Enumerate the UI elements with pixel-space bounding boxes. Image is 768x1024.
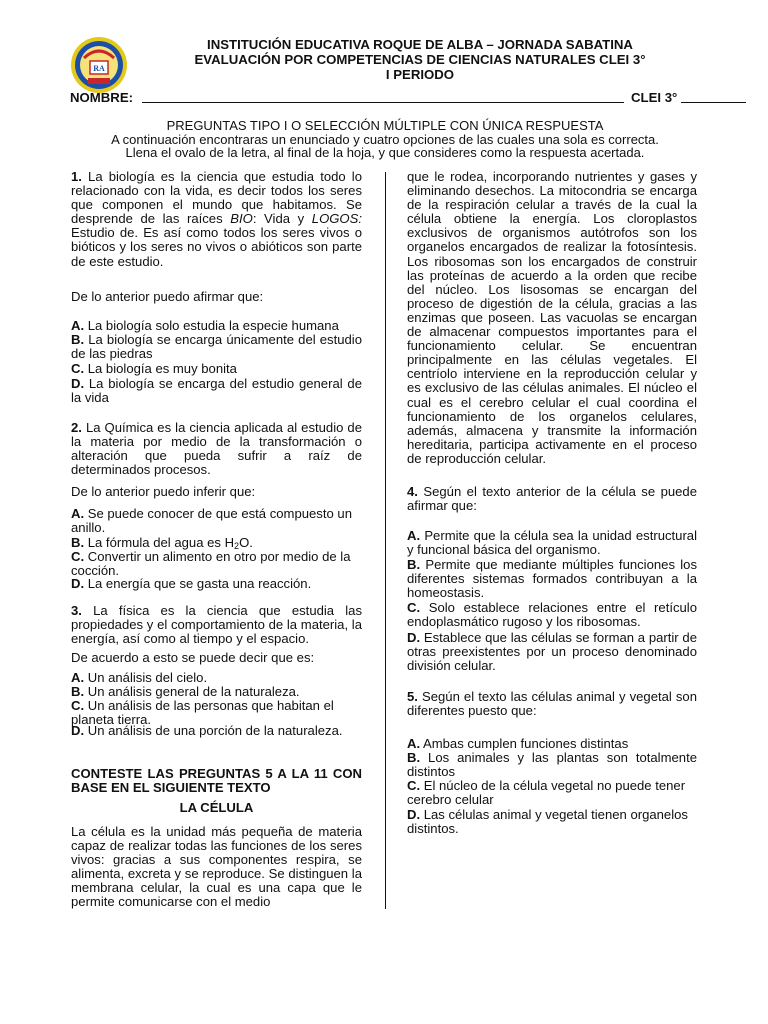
section-title: LA CÉLULA [179,800,254,815]
question-1-option-b[interactable]: B. La biología se encarga únicamente del estudio de las piedras [71,332,362,362]
question-2-prompt: De lo anterior puedo inferir que: [71,484,256,499]
header-evaluation: EVALUACIÓN POR COMPETENCIAS DE CIENCIAS NATURALES CLEI 3° [194,52,646,67]
question-4-option-c[interactable]: C. Solo establece relaciones entre el retículo endoplasmático rugoso y los ribosomas. [407,600,697,630]
question-2-option-d[interactable]: D. La energía que se gasta una reacción. [71,576,312,591]
question-4-option-b[interactable]: B. Permite que mediante múltiples funciones los diferentes sistemas formados contribuyan a la homeostasis. [407,557,697,601]
question-1-option-c[interactable]: C. La biología es muy bonita [71,361,237,376]
question-2-option-b[interactable]: B. La fórmula del agua es $H_2O$. [71,535,253,551]
question-1-prompt: De lo anterior puedo afirmar que: [71,289,264,304]
question-2-option-c[interactable]: C. Convertir un alimento en otro por medio de la cocción. [71,549,351,579]
question-4-stem: 4. Según el texto anterior de la célula se puede afirmar que: [407,484,697,514]
section-heading: CONTESTE LAS PREGUNTAS 5 A LA 11 CON BASE EN EL SIGUIENTE TEXTO [71,766,362,796]
question-5-stem: 5. Según el texto las células animal y vegetal son diferentes puesto que: [407,689,697,719]
instructions-title: PREGUNTAS TIPO I O SELECCIÓN MÚLTIPLE CON ÚNICA RESPUESTA [166,118,604,133]
question-5-option-c[interactable]: C. El núcleo de la célula vegetal no puede tener cerebro celular [407,778,686,808]
question-3-option-d[interactable]: D. Un análisis de una porción de la naturaleza. [71,723,343,738]
column-divider [385,172,386,909]
instructions-line1: A continuación encontraras un enunciado y cuatro opciones de las cuales una sola es correcta. [111,132,659,147]
question-3-option-a[interactable]: A. Un análisis del cielo. [71,670,208,685]
question-5-option-d[interactable]: D. Las células animal y vegetal tienen organelos distintos. [407,807,688,837]
name-label: NOMBRE: [70,90,134,105]
question-1-stem: 1. La biología es la ciencia que estudia todo lo relacionado con la vida, es decir todos los seres que componen el mundo que habitamos. Se desprende de las raíces BIO: Vida y LOGOS: Estudio de. Es así como todos los seres vivos o bióticos y los seres no vivos o abióticos son parte de este estudio. [71,169,362,269]
question-1-option-d[interactable]: D. La biología se encarga del estudio general de la vida [71,376,362,406]
question-2-option-a[interactable]: A. Se puede conocer de que está compuesto un anillo. [71,506,352,536]
question-3-option-c[interactable]: C. Un análisis de las personas que habitan el planeta tierra. [71,698,334,728]
cell-text-part1: La célula es la unidad más pequeña de materia capaz de realizar todas las funciones de los seres vivos: gracias a sus componentes respira, se alimenta, excreta y se reproduce. Se distinguen la membrana celular, la cual es una capa que le permite comunicarse con el medio [71,824,362,910]
question-5-option-a[interactable]: A. Ambas cumplen funciones distintas [407,736,629,751]
cell-text-part2: que le rodea, incorporando nutrientes y gases y eliminando desechos. La mitocondria se encarga de la respiración celular a través de la cual la célula obtiene la energía. Los cloroplastos exclusivos de organismos autótrofos son los organelos encargados de realizar la fotosíntesis. Los ribosomas son los encargados de construir las proteínas de acuerdo a la orden que recibe del núcleo. Los lisosomas se encargan del proceso de digestión de la célula, gracias a las enzimas que poseen. Las vacuolas se encargan de almacenar compuestos importantes para el funcionamiento celular. Se encuentran principalmente en las células vegetales. El centríolo interviene en la reproducción celular y es exclusivo de las células animales. El núcleo el cual es el cerebro celular el cual coordina el funcionamiento de los organelos celulares, además, almacena y transmite la información hereditaria, participa activamente en el proceso de reproducción celular. [407,169,697,466]
question-4-option-a[interactable]: A. Permite que la célula sea la unidad estructural y funcional básica del organismo. [407,528,697,558]
left-column [71,170,362,910]
logo-text: RA [93,64,105,73]
instructions-line2: Llena el ovalo de la letra, al final de la hoja, y que consideres como la respuesta acertada. [125,145,645,160]
clei-label: CLEI 3° [631,90,678,105]
right-column [407,170,697,870]
question-1-option-a[interactable]: A. La biología solo estudia la especie humana [71,318,339,333]
name-field[interactable] [142,90,624,103]
question-5-option-b[interactable]: B. Los animales y las plantas son totalmente distintos [407,750,697,780]
question-3-option-b[interactable]: B. Un análisis general de la naturaleza. [71,684,300,699]
clei-field[interactable] [681,90,746,103]
question-2-stem: 2. La Química es la ciencia aplicada al estudio de la materia por medio de la transformación o alteración que pueda sufrir a raíz de determinados procesos. [71,420,362,478]
question-3-prompt: De acuerdo a esto se puede decir que es: [71,650,315,665]
student-info-row [70,90,680,106]
question-4-option-d[interactable]: D. Establece que las células se forman a partir de otras preexistentes por un proceso denominado división celular. [407,630,697,674]
header-institution: INSTITUCIÓN EDUCATIVA ROQUE DE ALBA – JORNADA SABATINA [207,37,633,52]
question-3-stem: 3. La física es la ciencia que estudia las propiedades y el comportamiento de la materia, la energía, así como al tiempo y el espacio. [71,603,362,647]
header-period: I PERIODO [385,67,455,82]
